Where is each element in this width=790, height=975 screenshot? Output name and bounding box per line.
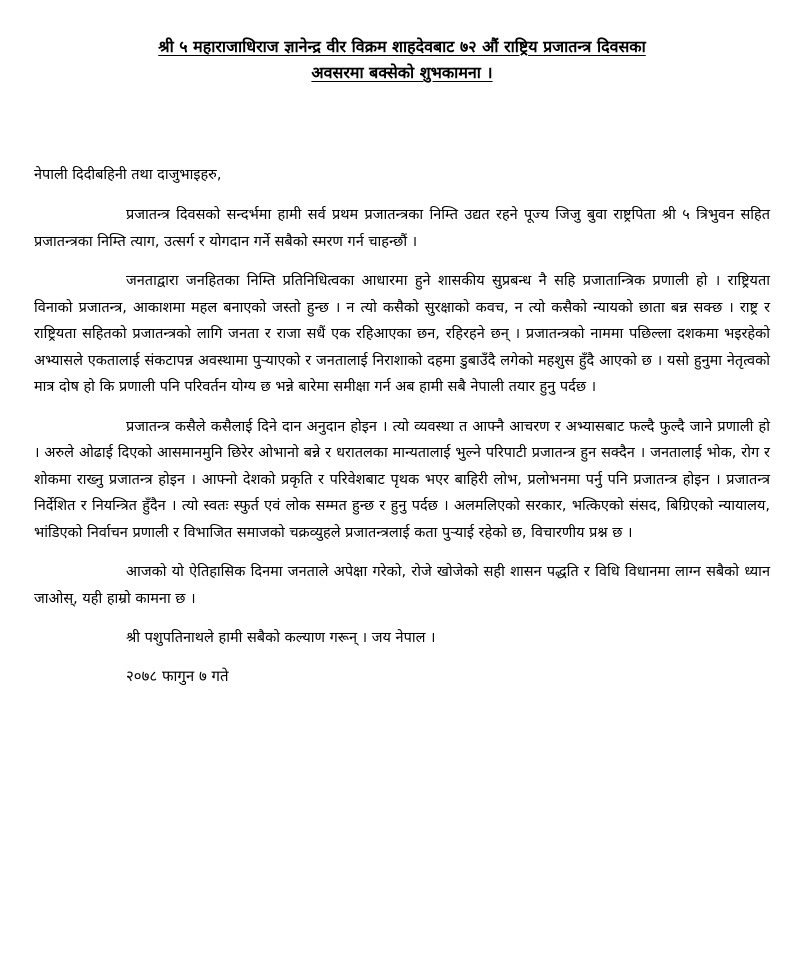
document-page xyxy=(34,34,770,689)
document-title xyxy=(34,34,770,86)
document-date: २०७८ फागुन ७ गते xyxy=(126,667,229,685)
paragraph-2: जनताद्वारा जनहितका निम्ति प्रतिनिधित्वका आधारमा हुने शासकीय सुप्रबन्ध नै सहि प्रजातान्त्रिक प्रणाली हो । राष्ट्रियता विनाको प्रजातन्त्र, आकाशमा महल बनाएको जस्तो हुन्छ । न त्यो कसैको सुरक्षाको कवच, न त्यो कसैको न्यायको छाता बन्न सक्छ । राष्ट्र र राष्ट्रियता सहितको प्रजातन्त्रको लागि जनता र राजा सधैं एक रहिआएका छन, रहिरहने छन् । प्रजातन्त्रको नाममा पछिल्ला दशकमा भइरहेको अभ्यासले एकतालाई संकटापन्न अवस्थामा पुर्‍याएको र जनतालाई निराशाको दहमा डुबाउँदै लगेको महशुस हुँदै आएको छ । यसो हुनुमा नेतृत्वको मात्र दोष हो कि प्रणाली पनि परिवर्तन योग्य छ भन्ने बारेमा समीक्षा गर्न अब हामी सबै नेपाली तयार हुनु पर्दछ । xyxy=(34,273,770,395)
title-line-2: अवसरमा बक्सेको शुभकामना । xyxy=(311,63,493,82)
closing-blessing: श्री पशुपतिनाथले हामी सबैको कल्याण गरून् । जय नेपाल । xyxy=(126,630,436,646)
paragraph-3: प्रजातन्त्र कसैले कसैलाई दिने दान अनुदान होइन । त्यो व्यवस्था त आफ्नै आचरण र अभ्यासबाट फल्दै फुल्दै जाने प्रणाली हो । अरुले ओढाई दिएको आसमानमुनि छिरेर ओभानो बन्ने र धरातलका मान्यतालाई भुल्ने परिपाटी प्रजातन्त्र हुन सक्दैन । जनतालाई भोक, रोग र शोकमा राख्नु प्रजातन्त्र होइन । आफ्नो देशको प्रकृति र परिवेशबाट पृथक भएर बाहिरी लोभ, प्रलोभनमा पर्नु पनि प्रजातन्त्र होइन । प्रजातन्त्र निर्देशित र नियन्त्रित हुँदैन । त्यो स्वतः स्फुर्त एवं लोक सम्मत हुन्छ र हुनु पर्दछ । अलमलिएको सरकार, भत्किएको संसद, बिग्रिएको न्यायालय, भांडिएको निर्वाचन प्रणाली र विभाजित समाजको चक्रव्युहले प्रजातन्त्रलाई कता पुर्‍याई रहेको छ, विचारणीय प्रश्न छ । xyxy=(34,418,770,541)
title-line-1: श्री ५ महाराजाधिराज ज्ञानेन्द्र वीर विक्रम शाहदेवबाट ७२ औं राष्ट्रिय प्रजातन्त्र दिवसका xyxy=(158,37,646,56)
paragraph-1: प्रजातन्त्र दिवसको सन्दर्भमा हामी सर्व प्रथम प्रजातन्त्रका निम्ति उद्यत रहने पूज्य जिजु बुवा राष्ट्रपिता श्री ५ त्रिभुवन सहित प्रजातन्त्रका निम्ति त्याग, उत्सर्ग र योगदान गर्ने सबैको स्मरण गर्न चाहन्छौं । xyxy=(34,207,770,250)
salutation: नेपाली दिदीबहिनी तथा दाजुभाइहरु, xyxy=(34,167,222,183)
paragraph-4: आजको यो ऐतिहासिक दिनमा जनताले अपेक्षा गरेको, रोजे खोजेको सही शासन पद्धति र विधि विधानमा लाग्न सबैको ध्यान जाओस्, यही हाम्रो कामना छ । xyxy=(34,564,770,607)
